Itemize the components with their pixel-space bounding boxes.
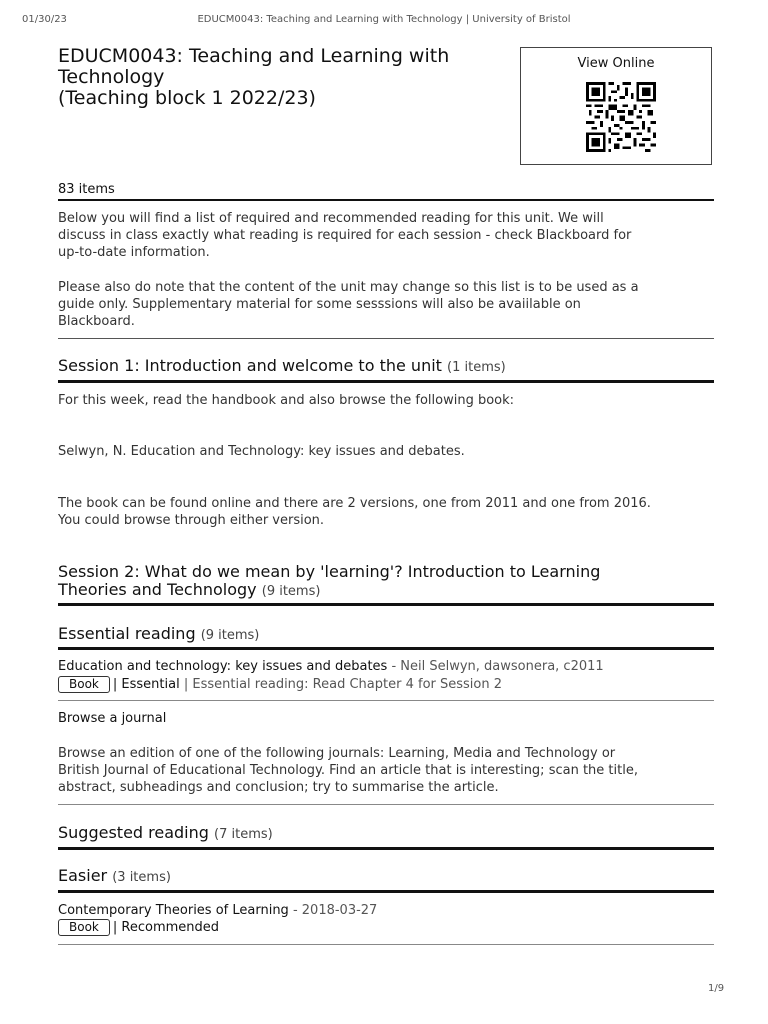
intro-line: Below you will find a list of required and recommended reading for this unit. We will [58,211,604,226]
view-online-label: View Online [577,56,655,71]
item-count: 83 items [58,182,115,197]
list-title [58,46,508,109]
list-title-line: Technology [58,66,165,88]
section-heading-session-1[interactable] [58,357,714,377]
item-description [58,745,714,796]
divider [58,804,714,805]
description-line: abstract, subheadings and conclusion; try to summarise the article. [58,780,499,795]
item-title: Browse a journal [58,711,167,726]
section-item-count: (9 items) [261,584,321,599]
section-heading-essential-reading[interactable] [58,625,714,645]
item-note: Essential reading: Read Chapter 4 for Session 2 [192,677,503,692]
importance-label: Essential [121,677,180,692]
section-item-count: (7 items) [214,827,273,842]
item-title-link[interactable]: Contemporary Theories of Learning [58,903,289,918]
item-details [58,919,714,936]
divider [58,847,714,850]
divider [58,944,714,945]
list-title-line: (Teaching block 1 2022/23) [58,87,316,109]
section-note [58,495,714,529]
divider [58,380,714,383]
divider [58,338,714,339]
intro-paragraph [58,279,714,330]
section-heading-session-2[interactable] [58,563,714,601]
section-title: Theories and Technology [58,580,257,599]
section-note: Selwyn, N. Education and Technology: key issues and debates. [58,444,465,459]
list-item [58,902,714,919]
section-title: Easier [58,866,108,885]
separator: | [112,920,118,935]
section-note: For this week, read the handbook and also browse the following book: [58,393,515,408]
intro-line: guide only. Supplementary material for some sesssions will also be avaiilable on [58,297,581,312]
section-title: Suggested reading [58,823,209,842]
intro-line: discuss in class exactly what reading is required for each session - check Blackboard for [58,228,632,243]
divider [58,890,714,893]
list-item [58,658,714,675]
importance-label: Recommended [121,920,220,935]
item-details [58,676,714,693]
section-title: Session 2: What do we mean by 'learning'? Introduction to Learning [58,562,601,581]
print-page-title: EDUCM0043: Teaching and Learning with Technology | University of Bristol [197,14,571,25]
item-meta: - 2018-03-27 [292,903,378,918]
view-online-box[interactable] [520,47,712,165]
divider [58,700,714,701]
divider [58,603,714,606]
section-heading-suggested-reading[interactable] [58,824,714,844]
item-meta: - Neil Selwyn, dawsonera, c2011 [391,659,604,674]
section-title: Session 1: Introduction and welcome to the unit [58,356,442,375]
divider [58,647,714,650]
intro-paragraph [58,210,714,261]
divider [58,199,714,201]
intro-line: Blackboard. [58,314,135,329]
resource-type-badge: Book [58,919,110,936]
print-date: 01/30/23 [22,14,67,25]
section-item-count: (1 items) [447,360,506,375]
separator: | [112,677,118,692]
qr-code-icon [583,82,659,152]
list-title-line: EDUCM0043: Teaching and Learning with [58,45,450,67]
section-title: Essential reading [58,624,196,643]
resource-type-badge: Book [58,676,110,693]
page-number: 1/9 [708,983,725,994]
note-line: The book can be found online and there are 2 versions, one from 2011 and one from 2016. [58,496,651,511]
intro-line: Please also do note that the content of the unit may change so this list is to be used as a [58,280,639,295]
description-line: Browse an edition of one of the following journals: Learning, Media and Technology or [58,746,616,761]
description-line: British Journal of Educational Technology. Find an article that is interesting; scan the title, [58,763,638,778]
intro-line: up-to-date information. [58,245,210,260]
item-title-link[interactable]: Education and technology: key issues and debates [58,659,388,674]
separator: | [183,677,189,692]
section-item-count: (3 items) [112,870,171,885]
note-line: You could browse through either version. [58,513,325,528]
section-item-count: (9 items) [200,628,260,643]
section-heading-easier[interactable] [58,867,714,887]
